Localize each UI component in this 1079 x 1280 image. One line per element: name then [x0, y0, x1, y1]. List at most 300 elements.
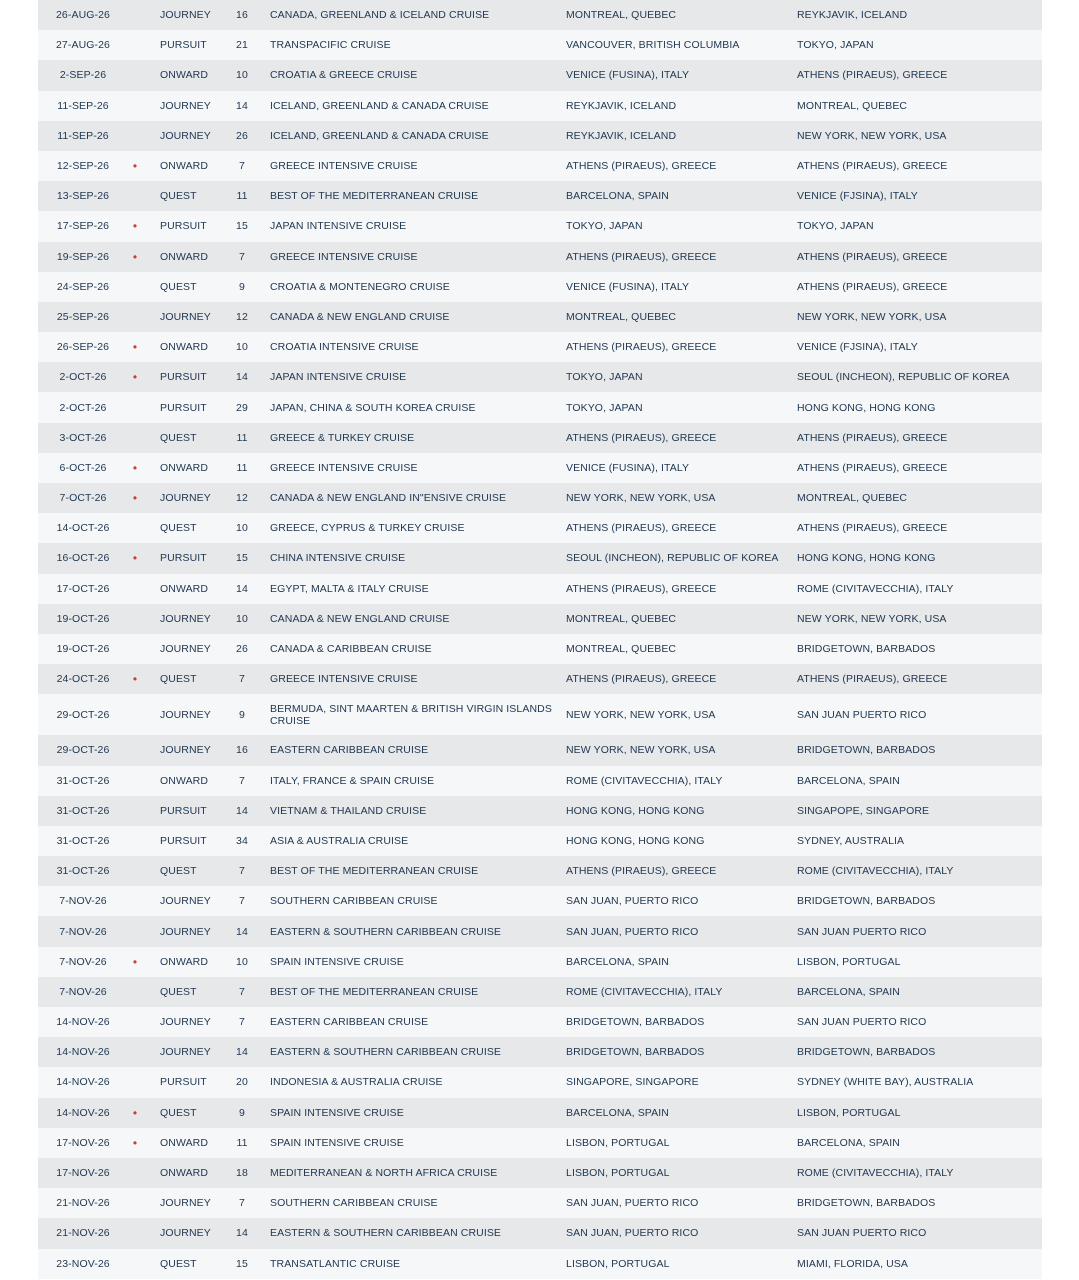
nights: 34 [236, 834, 248, 847]
departure-date: 23-NOV-26 [56, 1257, 110, 1270]
ship-name: JOURNEY [160, 1046, 211, 1059]
disembark-port: BRIDGETOWN, BARBADOS [797, 643, 936, 656]
departure-date: 31-OCT-26 [56, 774, 110, 787]
departure-date: 19-OCT-26 [56, 612, 110, 625]
ship-name: JOURNEY [160, 1197, 211, 1210]
ship-name: JOURNEY [160, 895, 211, 908]
nights: 7 [239, 865, 245, 878]
disembark-port: NEW YORK, NEW YORK, USA [797, 612, 947, 625]
departure-date: 3-OCT-26 [59, 431, 107, 444]
embark-port: ATHENS (PIRAEUS), GREECE [566, 250, 717, 263]
cruise-name: BEST OF THE MEDITERRANEAN CRUISE [270, 865, 479, 878]
departure-date: 17-NOV-26 [56, 1167, 110, 1180]
ship-name: PURSUIT [160, 834, 207, 847]
embark-port: BRIDGETOWN, BARBADOS [566, 1046, 705, 1059]
table-row [38, 1067, 1042, 1097]
table-row [38, 1037, 1042, 1067]
ship-name: PURSUIT [160, 552, 207, 565]
table-row [38, 856, 1042, 886]
embark-port: HONG KONG, HONG KONG [566, 834, 705, 847]
nights: 12 [236, 492, 248, 505]
embark-port: VENICE (FUSINA), ITALY [566, 69, 690, 82]
embark-port: BARCELONA, SPAIN [566, 190, 669, 203]
cruise-name: JAPAN INTENSIVE CRUISE [270, 371, 407, 384]
table-row [38, 121, 1042, 151]
cruise-name: EASTERN & SOUTHERN CARIBBEAN CRUISE [270, 1046, 502, 1059]
ship-name: JOURNEY [160, 925, 211, 938]
disembark-port: HONG KONG, HONG KONG [797, 552, 936, 565]
disembark-port: SEOUL (INCHEON), REPUBLIC OF KOREA [797, 371, 1010, 384]
table-row [38, 211, 1042, 241]
ship-name: ONWARD [160, 461, 209, 474]
table-row [38, 634, 1042, 664]
nights: 14 [236, 925, 248, 938]
departure-date: 31-OCT-26 [56, 834, 110, 847]
disembark-port: BARCELONA, SPAIN [797, 1136, 900, 1149]
cruise-name: CANADA & NEW ENGLAND IN"ENSIVE CRUISE [270, 492, 507, 505]
departure-date: 24-OCT-26 [56, 673, 110, 686]
table-row [38, 302, 1042, 332]
cruise-name: GREECE INTENSIVE CRUISE [270, 160, 418, 172]
nights: 14 [236, 804, 248, 817]
cruise-name: SOUTHERN CARIBBEAN CRUISE [270, 895, 438, 908]
embark-port: ATHENS (PIRAEUS), GREECE [566, 673, 717, 686]
cruise-name: JAPAN, CHINA & SOUTH KOREA CRUISE [270, 401, 476, 414]
table-row [38, 1128, 1042, 1158]
departure-date: 17-OCT-26 [56, 582, 110, 595]
departure-date: 26-AUG-26 [55, 9, 110, 22]
embark-port: BRIDGETOWN, BARBADOS [566, 1016, 705, 1029]
nights: 7 [239, 250, 245, 263]
nights: 10 [236, 955, 248, 968]
disembark-port: REYKJAVIK, ICELAND [797, 9, 908, 22]
ship-name: QUEST [160, 280, 197, 293]
disembark-port: ROME (CIVITAVECCHIA), ITALY [797, 865, 954, 878]
ship-name: ONWARD [160, 955, 209, 968]
nights: 14 [236, 1227, 248, 1240]
departure-date: 31-OCT-26 [56, 865, 110, 878]
intensive-marker-icon: • [132, 1105, 138, 1120]
departure-date: 24-SEP-26 [56, 280, 110, 293]
table-row [38, 1249, 1042, 1279]
cruise-name: EASTERN & SOUTHERN CARIBBEAN CRUISE [270, 925, 502, 938]
embark-port: LISBON, PORTUGAL [566, 1167, 670, 1180]
intensive-marker-icon: • [132, 159, 138, 174]
nights: 11 [236, 190, 248, 203]
disembark-port: MONTREAL, QUEBEC [797, 492, 908, 505]
nights: 18 [236, 1167, 248, 1180]
nights: 14 [236, 1046, 248, 1059]
embark-port: ATHENS (PIRAEUS), GREECE [566, 341, 717, 354]
disembark-port: ATHENS (PIRAEUS), GREECE [797, 69, 948, 82]
table-row [38, 30, 1042, 60]
cruise-name: CROATIA INTENSIVE CRUISE [270, 341, 419, 354]
departure-date: 25-SEP-26 [56, 310, 110, 323]
nights: 26 [236, 643, 248, 656]
table-row [38, 574, 1042, 604]
nights: 7 [239, 985, 245, 998]
embark-port: REYKJAVIK, ICELAND [566, 99, 677, 112]
disembark-port: ROME (CIVITAVECCHIA), ITALY [797, 1167, 954, 1180]
nights: 16 [236, 9, 248, 22]
ship-name: QUEST [160, 673, 197, 686]
embark-port: HONG KONG, HONG KONG [566, 804, 705, 817]
embark-port: TOKYO, JAPAN [566, 401, 643, 414]
disembark-port: BARCELONA, SPAIN [797, 985, 900, 998]
disembark-port: NEW YORK, NEW YORK, USA [797, 129, 947, 142]
nights: 9 [239, 1106, 245, 1119]
table-row [38, 977, 1042, 1007]
disembark-port: ATHENS (PIRAEUS), GREECE [797, 160, 948, 173]
embark-port: TOKYO, JAPAN [566, 371, 643, 384]
disembark-port: SAN JUAN PUERTO RICO [797, 1016, 927, 1029]
ship-name: JOURNEY [160, 744, 211, 757]
table-row [38, 0, 1042, 30]
cruise-name: GREECE INTENSIVE CRUISE [270, 250, 418, 263]
table-row [38, 60, 1042, 90]
ship-name: ONWARD [160, 1136, 209, 1149]
embark-port: ROME (CIVITAVECCHIA), ITALY [566, 985, 723, 998]
ship-name: PURSUIT [160, 1076, 207, 1089]
cruise-name: CROATIA & GREECE CRUISE [270, 69, 418, 82]
intensive-marker-icon: • [132, 219, 138, 234]
disembark-port: TOKYO, JAPAN [797, 39, 874, 52]
disembark-port: HONG KONG, HONG KONG [797, 401, 936, 414]
table-row [38, 694, 1042, 735]
cruise-name: VIETNAM & THAILAND CRUISE [270, 804, 427, 817]
ship-name: PURSUIT [160, 401, 207, 414]
ship-name: JOURNEY [160, 99, 211, 112]
table-row [38, 1098, 1042, 1128]
departure-date: 7-OCT-26 [59, 492, 107, 505]
cruise-name: EGYPT, MALTA & ITALY CRUISE [270, 582, 429, 595]
departure-date: 31-OCT-26 [56, 804, 110, 817]
table-row [38, 916, 1042, 946]
nights: 9 [239, 708, 245, 721]
table-row [38, 483, 1042, 513]
intensive-marker-icon: • [132, 491, 138, 506]
departure-date: 7-NOV-26 [59, 985, 107, 998]
departure-date: 26-SEP-26 [56, 341, 110, 354]
disembark-port: SAN JUAN PUERTO RICO [797, 1227, 927, 1240]
disembark-port: MONTREAL, QUEBEC [797, 99, 908, 112]
nights: 20 [236, 1076, 248, 1089]
embark-port: VANCOUVER, BRITISH COLUMBIA [566, 39, 740, 52]
table-row [38, 151, 1042, 181]
departure-date: 16-OCT-26 [56, 552, 110, 565]
intensive-marker-icon: • [132, 551, 138, 566]
nights: 14 [236, 582, 248, 595]
disembark-port: ATHENS (PIRAEUS), GREECE [797, 673, 948, 686]
cruise-name: SPAIN INTENSIVE CRUISE [270, 955, 404, 968]
departure-date: 19-OCT-26 [56, 643, 110, 656]
embark-port: ATHENS (PIRAEUS), GREECE [566, 522, 717, 535]
departure-date: 13-SEP-26 [56, 190, 110, 203]
ship-name: ONWARD [160, 160, 209, 173]
disembark-port: SYDNEY, AUSTRALIA [797, 834, 905, 847]
nights: 7 [239, 774, 245, 787]
cruise-name: BEST OF THE MEDITERRANEAN CRUISE [270, 190, 479, 203]
nights: 14 [236, 371, 248, 384]
disembark-port: VENICE (FJSINA), ITALY [797, 341, 918, 354]
table-row [38, 766, 1042, 796]
embark-port: SEOUL (INCHEON), REPUBLIC OF KOREA [566, 552, 779, 565]
embark-port: MONTREAL, QUEBEC [566, 9, 677, 22]
ship-name: ONWARD [160, 774, 209, 787]
nights: 11 [236, 431, 248, 444]
embark-port: LISBON, PORTUGAL [566, 1257, 670, 1270]
departure-date: 2-OCT-26 [59, 401, 107, 414]
embark-port: SINGAPORE, SINGAPORE [566, 1076, 699, 1089]
departure-date: 7-NOV-26 [59, 955, 107, 968]
cruise-name: EASTERN & SOUTHERN CARIBBEAN CRUISE [270, 1227, 502, 1240]
voyage-table [38, 0, 1042, 1279]
cruise-name: BEST OF THE MEDITERRANEAN CRUISE [270, 985, 479, 998]
ship-name: PURSUIT [160, 39, 207, 52]
ship-name: JOURNEY [160, 9, 211, 22]
nights: 11 [236, 1136, 248, 1149]
table-row [38, 392, 1042, 422]
disembark-port: TOKYO, JAPAN [797, 220, 874, 233]
departure-date: 17-NOV-26 [56, 1136, 110, 1149]
table-row [38, 1007, 1042, 1037]
cruise-name: CANADA & NEW ENGLAND CRUISE [270, 310, 450, 323]
embark-port: ATHENS (PIRAEUS), GREECE [566, 160, 717, 173]
cruise-name: CANADA, GREENLAND & ICELAND CRUISE [270, 9, 490, 22]
ship-name: ONWARD [160, 341, 209, 354]
table-row [38, 1158, 1042, 1188]
table-row [38, 513, 1042, 543]
embark-port: MONTREAL, QUEBEC [566, 612, 677, 625]
ship-name: QUEST [160, 985, 197, 998]
cruise-name: CANADA & CARIBBEAN CRUISE [270, 643, 432, 655]
ship-name: ONWARD [160, 1167, 209, 1180]
table-row [38, 604, 1042, 634]
disembark-port: BRIDGETOWN, BARBADOS [797, 1046, 936, 1059]
disembark-port: BRIDGETOWN, BARBADOS [797, 1197, 936, 1210]
cruise-name: TRANSPACIFIC CRUISE [270, 39, 391, 52]
nights: 9 [239, 280, 245, 293]
table-row [38, 826, 1042, 856]
nights: 7 [239, 673, 245, 686]
departure-date: 7-NOV-26 [59, 925, 107, 938]
nights: 7 [239, 1197, 245, 1210]
embark-port: TOKYO, JAPAN [566, 220, 643, 233]
intensive-marker-icon: • [132, 340, 138, 355]
cruise-name: GREECE INTENSIVE CRUISE [270, 461, 418, 474]
embark-port: LISBON, PORTUGAL [566, 1136, 670, 1149]
embark-port: NEW YORK, NEW YORK, USA [566, 744, 716, 757]
nights: 10 [236, 69, 248, 82]
disembark-port: SYDNEY (WHITE BAY), AUSTRALIA [797, 1076, 974, 1089]
disembark-port: ATHENS (PIRAEUS), GREECE [797, 250, 948, 263]
ship-name: PURSUIT [160, 220, 207, 233]
cruise-name: ITALY, FRANCE & SPAIN CRUISE [270, 774, 435, 787]
embark-port: BARCELONA, SPAIN [566, 955, 669, 968]
nights: 14 [236, 99, 248, 112]
embark-port: SAN JUAN, PUERTO RICO [566, 1227, 699, 1240]
ship-name: PURSUIT [160, 804, 207, 817]
table-row [38, 796, 1042, 826]
ship-name: JOURNEY [160, 1016, 211, 1029]
departure-date: 14-NOV-26 [56, 1016, 110, 1029]
table-row [38, 272, 1042, 302]
ship-name: JOURNEY [160, 643, 211, 656]
intensive-marker-icon: • [132, 249, 138, 264]
nights: 29 [236, 401, 248, 414]
embark-port: NEW YORK, NEW YORK, USA [566, 708, 716, 721]
cruise-name: SOUTHERN CARIBBEAN CRUISE [270, 1197, 438, 1210]
nights: 7 [239, 160, 245, 173]
ship-name: JOURNEY [160, 1227, 211, 1240]
cruise-name: ICELAND, GREENLAND & CANADA CRUISE [270, 99, 489, 112]
cruise-name: GREECE, CYPRUS & TURKEY CRUISE [270, 522, 465, 535]
ship-name: JOURNEY [160, 129, 211, 142]
departure-date: 14-NOV-26 [56, 1046, 110, 1059]
embark-port: BARCELONA, SPAIN [566, 1106, 669, 1119]
embark-port: VENICE (FUSINA), ITALY [566, 280, 690, 293]
ship-name: QUEST [160, 865, 197, 878]
cruise-name: BERMUDA, SINT MAARTEN & BRITISH VIRGIN ISLANDS CRUISE [270, 702, 552, 727]
ship-name: QUEST [160, 1257, 197, 1270]
embark-port: NEW YORK, NEW YORK, USA [566, 492, 716, 505]
cruise-name: GREECE & TURKEY CRUISE [270, 431, 415, 444]
cruise-name: SPAIN INTENSIVE CRUISE [270, 1136, 404, 1149]
ship-name: ONWARD [160, 582, 209, 595]
intensive-marker-icon: • [132, 370, 138, 385]
cruise-name: CROATIA & MONTENEGRO CRUISE [270, 280, 450, 293]
departure-date: 2-SEP-26 [59, 69, 107, 82]
departure-date: 7-NOV-26 [59, 895, 107, 908]
cruise-name: INDONESIA & AUSTRALIA CRUISE [270, 1076, 443, 1089]
nights: 7 [239, 1016, 245, 1029]
departure-date: 11-SEP-26 [57, 129, 109, 142]
nights: 15 [236, 552, 248, 565]
cruise-name: SPAIN INTENSIVE CRUISE [270, 1106, 404, 1119]
ship-name: JOURNEY [160, 612, 211, 625]
cruise-name: ASIA & AUSTRALIA CRUISE [270, 834, 409, 847]
intensive-marker-icon: • [132, 1135, 138, 1150]
table-row [38, 735, 1042, 765]
departure-date: 6-OCT-26 [59, 461, 107, 474]
cruise-name: EASTERN CARIBBEAN CRUISE [270, 1016, 429, 1029]
nights: 10 [236, 341, 248, 354]
table-row [38, 664, 1042, 694]
table-row [38, 1218, 1042, 1248]
cruise-name: CHINA INTENSIVE CRUISE [270, 552, 406, 565]
departure-date: 27-AUG-26 [55, 39, 110, 52]
embark-port: ATHENS (PIRAEUS), GREECE [566, 582, 717, 595]
table-row [38, 423, 1042, 453]
disembark-port: ATHENS (PIRAEUS), GREECE [797, 431, 948, 444]
embark-port: SAN JUAN, PUERTO RICO [566, 925, 699, 938]
disembark-port: LISBON, PORTUGAL [797, 955, 901, 968]
nights: 11 [236, 461, 248, 474]
embark-port: SAN JUAN, PUERTO RICO [566, 1197, 699, 1210]
ship-name: QUEST [160, 431, 197, 444]
table-row [38, 362, 1042, 392]
cruise-name: ICELAND, GREENLAND & CANADA CRUISE [270, 129, 489, 142]
departure-date: 2-OCT-26 [59, 371, 107, 384]
nights: 7 [239, 895, 245, 908]
ship-name: JOURNEY [160, 708, 211, 721]
ship-name: QUEST [160, 522, 197, 535]
disembark-port: BRIDGETOWN, BARBADOS [797, 744, 936, 757]
cruise-name: MEDITERRANEAN & NORTH AFRICA CRUISE [270, 1167, 498, 1179]
ship-name: PURSUIT [160, 371, 207, 384]
embark-port: SAN JUAN, PUERTO RICO [566, 895, 699, 908]
table-row [38, 332, 1042, 362]
disembark-port: SINGAPOPE, SINGAPORE [797, 804, 930, 817]
nights: 15 [236, 220, 248, 233]
table-row [38, 947, 1042, 977]
nights: 26 [236, 129, 248, 142]
disembark-port: SAN JUAN PUERTO RICO [797, 925, 927, 938]
ship-name: QUEST [160, 190, 197, 203]
embark-port: ROME (CIVITAVECCHIA), ITALY [566, 774, 723, 787]
disembark-port: ROME (CIVITAVECCHIA), ITALY [797, 582, 954, 595]
disembark-port: ATHENS (PIRAEUS), GREECE [797, 522, 948, 535]
ship-name: JOURNEY [160, 310, 211, 323]
ship-name: ONWARD [160, 69, 209, 82]
departure-date: 11-SEP-26 [57, 99, 109, 112]
disembark-port: MIAMI, FLORIDA, USA [797, 1257, 908, 1270]
disembark-port: SAN JUAN PUERTO RICO [797, 708, 927, 721]
cruise-name: CANADA & NEW ENGLAND CRUISE [270, 612, 450, 625]
nights: 10 [236, 612, 248, 625]
disembark-port: ATHENS (PIRAEUS), GREECE [797, 461, 948, 474]
departure-date: 21-NOV-26 [56, 1197, 110, 1210]
disembark-port: BARCELONA, SPAIN [797, 774, 900, 787]
disembark-port: NEW YORK, NEW YORK, USA [797, 310, 947, 323]
embark-port: ATHENS (PIRAEUS), GREECE [566, 431, 717, 444]
embark-port: REYKJAVIK, ICELAND [566, 129, 677, 142]
ship-name: JOURNEY [160, 492, 211, 505]
intensive-marker-icon: • [132, 460, 138, 475]
departure-date: 29-OCT-26 [56, 708, 110, 721]
disembark-port: LISBON, PORTUGAL [797, 1106, 901, 1119]
cruise-name: EASTERN CARIBBEAN CRUISE [270, 744, 429, 757]
disembark-port: BRIDGETOWN, BARBADOS [797, 895, 936, 908]
intensive-marker-icon: • [132, 954, 138, 969]
ship-name: QUEST [160, 1106, 197, 1119]
embark-port: ATHENS (PIRAEUS), GREECE [566, 865, 717, 878]
departure-date: 19-SEP-26 [56, 250, 110, 263]
table-row [38, 242, 1042, 272]
departure-date: 14-NOV-26 [56, 1106, 110, 1119]
table-row [38, 1188, 1042, 1218]
departure-date: 21-NOV-26 [56, 1227, 110, 1240]
intensive-marker-icon: • [132, 672, 138, 687]
disembark-port: ATHENS (PIRAEUS), GREECE [797, 280, 948, 293]
table-row [38, 181, 1042, 211]
nights: 21 [236, 39, 248, 52]
embark-port: MONTREAL, QUEBEC [566, 310, 677, 323]
embark-port: VENICE (FUSINA), ITALY [566, 461, 690, 474]
departure-date: 29-OCT-26 [56, 744, 110, 757]
nights: 10 [236, 522, 248, 535]
nights: 15 [236, 1257, 248, 1270]
nights: 12 [236, 310, 248, 323]
departure-date: 12-SEP-26 [56, 160, 110, 173]
departure-date: 14-OCT-26 [56, 522, 110, 535]
departure-date: 17-SEP-26 [56, 220, 110, 233]
table-row [38, 453, 1042, 483]
ship-name: ONWARD [160, 250, 209, 263]
cruise-name: JAPAN INTENSIVE CRUISE [270, 220, 407, 233]
table-row [38, 543, 1042, 573]
table-row [38, 886, 1042, 916]
